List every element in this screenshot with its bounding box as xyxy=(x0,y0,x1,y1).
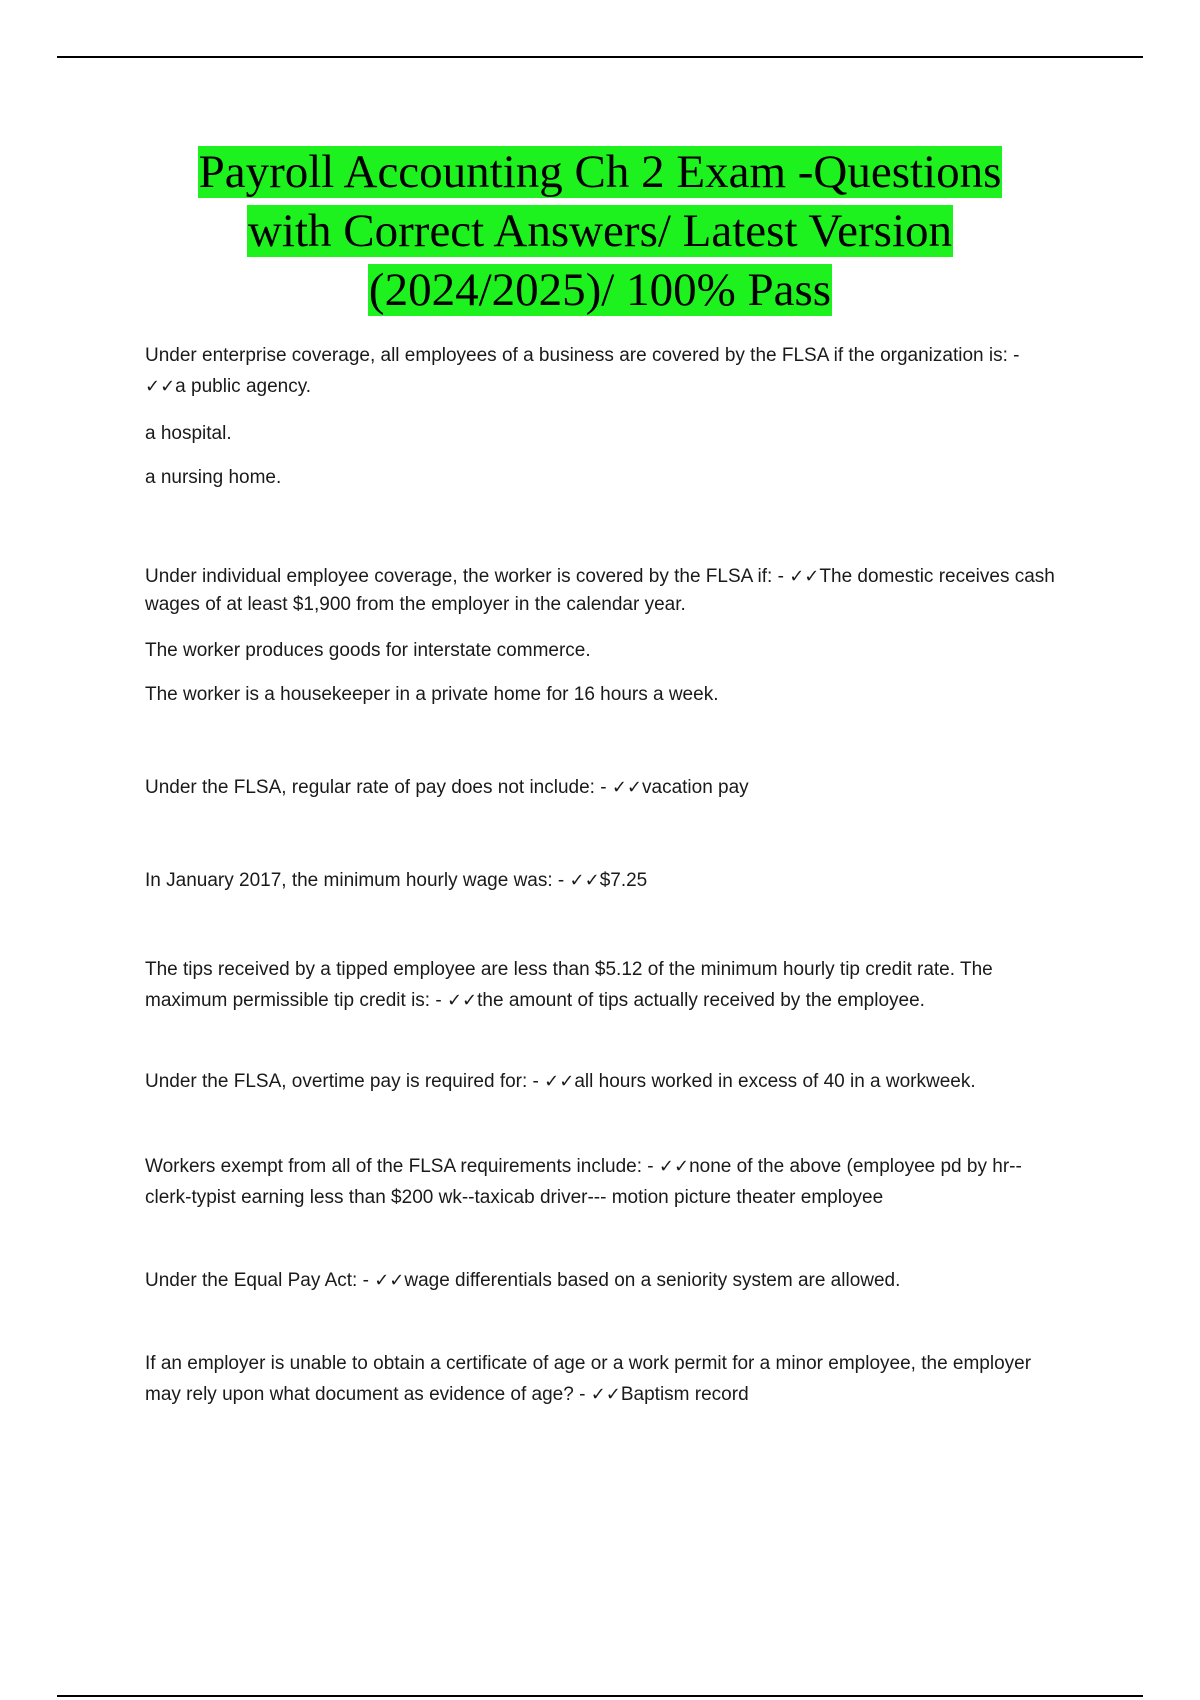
answer-text: wage differentials based on a seniority system are allowed. xyxy=(404,1270,901,1291)
answer-text: a public agency. xyxy=(175,376,312,397)
question-label: Under the Equal Pay Act: - xyxy=(145,1270,375,1291)
qa-item xyxy=(145,563,1065,710)
qa-list xyxy=(145,340,1065,1423)
question-label: The tips received by a tipped employee are less than $5.12 of the minimum hourly tip credit rate. The maximum permissible tip credit is: - xyxy=(145,959,993,1011)
title-line xyxy=(0,202,1200,261)
qa-item xyxy=(145,1151,1065,1213)
answer-text: The domestic receives cash wages of at least $1,900 from the employer in the calendar year. xyxy=(145,566,1055,615)
title-highlight: (2024/2025)/ 100% Pass xyxy=(368,264,832,316)
question-text xyxy=(145,865,1065,896)
qa-item xyxy=(145,1066,1065,1097)
question-label: If an employer is unable to obtain a certificate of age or a work permit for a minor employee, the employer may rely upon what document as evidence of age? - xyxy=(145,1353,1032,1405)
question-label: In January 2017, the minimum hourly wage was: - xyxy=(145,870,570,891)
answer-text: all hours worked in excess of 40 in a workweek. xyxy=(574,1071,976,1092)
question-label: Under enterprise coverage, all employees of a business are covered by the FLSA if the organization is: - xyxy=(145,345,1020,366)
question-label: Workers exempt from all of the FLSA requirements include: - xyxy=(145,1156,659,1177)
check-icon: ✓✓ xyxy=(611,777,642,798)
question-text xyxy=(145,954,1065,1016)
answer-option: The worker produces goods for interstate commerce. xyxy=(145,640,591,661)
answer-text: vacation pay xyxy=(642,777,749,798)
question-text xyxy=(145,1348,1065,1410)
qa-item xyxy=(145,1348,1065,1410)
top-rule xyxy=(57,56,1143,58)
qa-item xyxy=(145,865,1065,896)
qa-item xyxy=(145,340,1065,493)
check-icon: ✓✓ xyxy=(374,1270,405,1291)
answer-text: none of the above (employee pd by hr--clerk-typist earning less than $200 wk--taxicab driver--- motion picture theater employee xyxy=(145,1156,1022,1208)
qa-item xyxy=(145,954,1065,1016)
document-title xyxy=(0,143,1200,320)
qa-item xyxy=(145,772,1065,803)
check-icon: ✓✓ xyxy=(590,1384,621,1405)
check-icon: ✓✓ xyxy=(544,1071,575,1092)
question-label: Under the FLSA, regular rate of pay does not include: - xyxy=(145,777,612,798)
title-highlight: Payroll Accounting Ch 2 Exam -Questions xyxy=(198,146,1002,198)
check-icon: ✓✓ xyxy=(569,870,600,891)
check-icon: ✓✓ xyxy=(446,990,478,1011)
question-text xyxy=(145,772,1065,803)
title-highlight: with Correct Answers/ Latest Version xyxy=(247,205,952,257)
check-icon: ✓✓ xyxy=(789,566,820,587)
answer-option: a hospital. xyxy=(145,423,232,444)
question-text xyxy=(145,1066,1065,1097)
question-text xyxy=(145,340,1065,402)
check-icon: ✓✓ xyxy=(145,376,176,397)
question-text xyxy=(145,563,1065,619)
answer-text: the amount of tips actually received by the employee. xyxy=(477,990,925,1011)
answer-text: Baptism record xyxy=(620,1384,749,1405)
question-text xyxy=(145,1265,1065,1296)
question-label: Under individual employee coverage, the worker is covered by the FLSA if: - xyxy=(145,566,790,587)
answer-text: $7.25 xyxy=(599,870,648,891)
answer-option: The worker is a housekeeper in a private home for 16 hours a week. xyxy=(145,684,719,705)
answer-option: a nursing home. xyxy=(145,467,282,488)
question-text xyxy=(145,1151,1065,1213)
question-label: Under the FLSA, overtime pay is required for: - xyxy=(145,1071,545,1092)
check-icon: ✓✓ xyxy=(658,1156,690,1177)
qa-item xyxy=(145,1265,1065,1296)
title-line xyxy=(0,261,1200,320)
bottom-rule xyxy=(57,1695,1143,1697)
title-line xyxy=(0,143,1200,202)
